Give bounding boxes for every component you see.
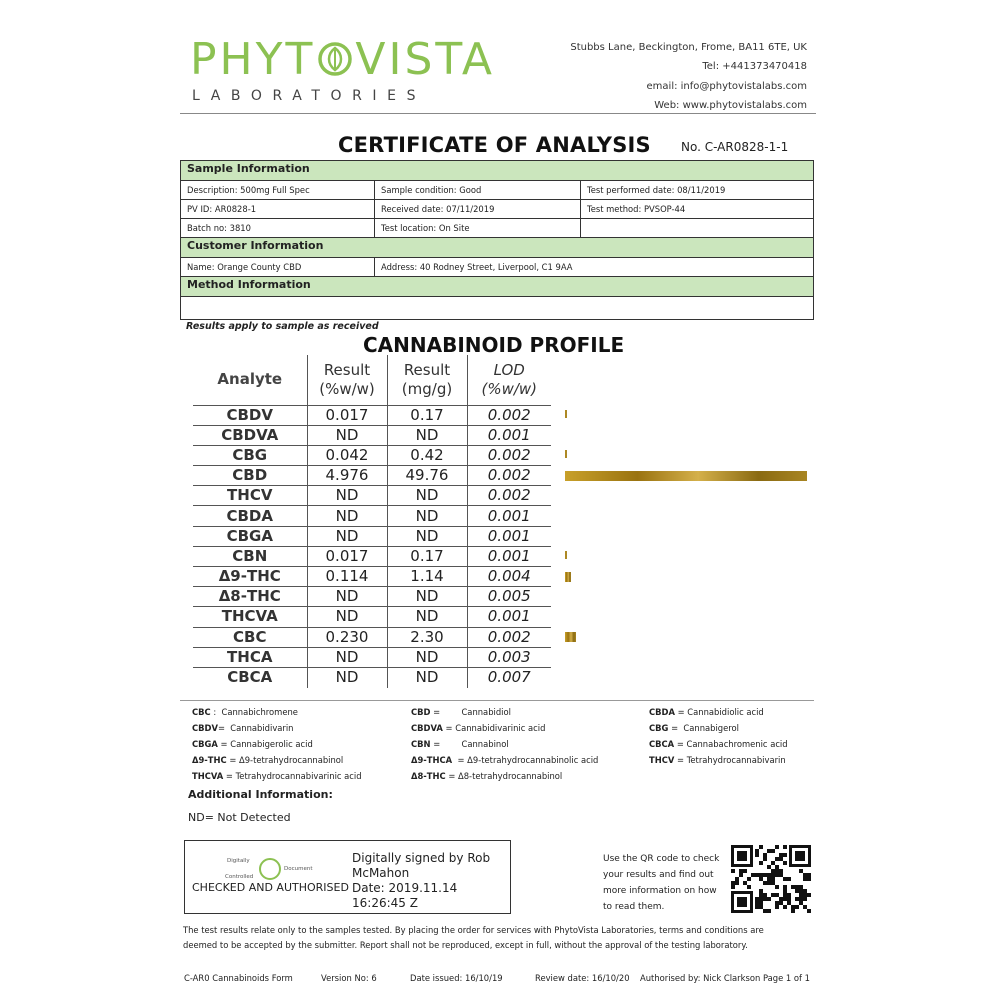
pv-id-cell: PV ID: AR0828-1 <box>181 200 375 218</box>
nd-definition: ND= Not Detected <box>188 811 291 824</box>
abbreviation-code: THCVA <box>192 771 224 781</box>
abbreviation-entry <box>192 752 362 768</box>
checked-authorised-label: CHECKED AND AUTHORISED <box>192 881 349 894</box>
analyte-cell: CBG <box>193 445 307 465</box>
abbreviation-meaning: : Cannabichromene <box>210 707 298 717</box>
abbreviations-col2 <box>411 704 598 784</box>
lod-cell: 0.001 <box>467 526 551 546</box>
signed-by-line1: Digitally signed by Rob <box>352 851 491 865</box>
method-blank-row <box>181 297 813 319</box>
profile-title: CANNABINOID PROFILE <box>363 333 625 357</box>
result-mg-cell: 0.42 <box>387 445 467 465</box>
footer-version: Version No: 6 <box>321 973 377 983</box>
analyte-cell: CBD <box>193 466 307 486</box>
result-mg-cell: 0.17 <box>387 405 467 425</box>
lod-cell: 0.002 <box>467 466 551 486</box>
qr-code-icon[interactable] <box>731 845 811 913</box>
customer-name-cell: Name: Orange County CBD <box>181 258 375 276</box>
result-pct-cell: ND <box>307 506 387 526</box>
abbreviation-entry <box>192 720 362 736</box>
abbreviation-entry <box>649 704 788 720</box>
abbreviation-code: Δ9-THC <box>192 755 227 765</box>
result-bar <box>565 410 567 418</box>
lod-cell: 0.002 <box>467 486 551 506</box>
analyte-cell: CBDV <box>193 405 307 425</box>
document-label: Document <box>284 866 313 872</box>
lod-cell: 0.004 <box>467 567 551 587</box>
footer-review-date: Review date: 16/10/20 <box>535 973 630 983</box>
abbreviation-code: CBDV <box>192 723 218 733</box>
result-pct-cell: 0.042 <box>307 445 387 465</box>
analyte-cell: THCVA <box>193 607 307 627</box>
abbreviation-code: CBDA <box>649 707 675 717</box>
result-bar <box>565 471 807 481</box>
table-header-row <box>193 355 551 405</box>
result-mg-cell: ND <box>387 587 467 607</box>
result-bar <box>565 450 567 458</box>
analyte-cell: THCV <box>193 486 307 506</box>
lod-cell: 0.001 <box>467 607 551 627</box>
footer-date-issued: Date issued: 16/10/19 <box>410 973 503 983</box>
analyte-cell: THCA <box>193 647 307 667</box>
result-pct-cell: 0.017 <box>307 405 387 425</box>
table-row <box>193 466 551 486</box>
abbreviation-code: CBG <box>649 723 669 733</box>
abbreviation-code: CBN <box>411 739 431 749</box>
analyte-cell: CBDVA <box>193 425 307 445</box>
additional-info-heading: Additional Information: <box>188 788 333 801</box>
analyte-cell: CBC <box>193 627 307 647</box>
table-row <box>193 546 551 566</box>
lod-cell: 0.001 <box>467 425 551 445</box>
abbreviation-meaning: = Tetrahydrocannabivarinic acid <box>223 771 362 781</box>
result-pct-cell: 0.017 <box>307 546 387 566</box>
disclaimer-line2: deemed to be accepted by the submitter. Report shall not be reproduced, except in full, without the approval of the testing laboratory. <box>183 940 748 950</box>
lab-address: Stubbs Lane, Beckington, Frome, BA11 6TE, UK <box>570 42 807 53</box>
info-row <box>181 219 813 238</box>
table-row <box>193 486 551 506</box>
result-bar <box>565 551 567 559</box>
result-mg-cell: ND <box>387 526 467 546</box>
disclaimer-line1: The test results relate only to the samples tested. By placing the order for services with PhytoVista Laboratories, terms and conditions are <box>183 925 764 935</box>
header-result-pct <box>307 355 387 405</box>
result-pct-cell: ND <box>307 607 387 627</box>
abbreviation-code: CBD <box>411 707 431 717</box>
result-pct-cell: 0.230 <box>307 627 387 647</box>
received-date-cell: Received date: 07/11/2019 <box>375 200 581 218</box>
header-lod-l1: LOD <box>493 360 525 379</box>
result-pct-cell: ND <box>307 526 387 546</box>
qr-instructions-l2: your results and find out <box>603 870 714 880</box>
abbreviation-entry <box>411 768 598 784</box>
result-pct-cell: ND <box>307 667 387 687</box>
lod-cell: 0.003 <box>467 647 551 667</box>
abbreviations-divider <box>180 700 814 701</box>
table-row <box>193 567 551 587</box>
result-mg-cell: 2.30 <box>387 627 467 647</box>
abbreviation-code: Δ8-THC <box>411 771 446 781</box>
header-result-mg <box>387 355 467 405</box>
abbreviations-col3 <box>649 704 788 768</box>
result-pct-cell: ND <box>307 587 387 607</box>
lod-cell: 0.002 <box>467 445 551 465</box>
signed-by-line2: McMahon <box>352 866 410 880</box>
results-note: Results apply to sample as received <box>186 321 379 332</box>
info-row <box>181 258 813 277</box>
result-pct-cell: 0.114 <box>307 567 387 587</box>
abbreviation-entry <box>192 768 362 784</box>
certificate-number: No. C-AR0828-1-1 <box>681 140 789 154</box>
header-lod <box>467 355 551 405</box>
logo-wordmark <box>190 34 495 85</box>
cannabinoid-table-body <box>193 405 551 688</box>
result-mg-cell: ND <box>387 647 467 667</box>
result-pct-cell: 4.976 <box>307 466 387 486</box>
table-row <box>193 587 551 607</box>
digital-signature-text <box>352 851 510 911</box>
qr-instructions-l3: more information on how <box>603 886 717 896</box>
result-pct-cell: ND <box>307 647 387 667</box>
header-result-pct-l2: (%w/w) <box>319 379 375 398</box>
header-result-mg-l1: Result <box>403 360 451 379</box>
signed-date: Date: 2019.11.14 16:26:45 Z <box>352 881 458 910</box>
abbreviation-entry <box>649 720 788 736</box>
abbreviation-entry <box>192 736 362 752</box>
abbreviation-entry <box>192 704 362 720</box>
lod-cell: 0.001 <box>467 506 551 526</box>
abbreviation-code: CBC <box>192 707 211 717</box>
test-date-cell: Test performed date: 08/11/2019 <box>587 185 726 195</box>
table-row <box>193 647 551 667</box>
logo-subtitle: LABORATORIES <box>192 88 427 104</box>
result-mg-cell: 1.14 <box>387 567 467 587</box>
result-pct-cell: ND <box>307 425 387 445</box>
lod-cell: 0.001 <box>467 546 551 566</box>
abbreviation-entry <box>411 736 598 752</box>
abbreviation-meaning: = Δ9-tetrahydrocannabinol <box>226 755 344 765</box>
controlled-label: Controlled <box>225 874 254 880</box>
result-pct-cell: ND <box>307 486 387 506</box>
abbreviation-code: CBCA <box>649 739 675 749</box>
disclaimer <box>183 923 813 953</box>
abbreviation-code: THCV <box>649 755 675 765</box>
abbreviation-entry <box>411 704 598 720</box>
section-heading-sample: Sample Information <box>181 161 813 181</box>
header-divider <box>180 113 816 114</box>
logo-text-part1: PHYT <box>190 34 316 85</box>
test-location-cell: Test location: On Site <box>375 219 581 237</box>
header-result-mg-l2: (mg/g) <box>401 379 453 398</box>
qr-instructions-l1: Use the QR code to check <box>603 854 720 864</box>
result-mg-cell: ND <box>387 607 467 627</box>
certificate-title: CERTIFICATE OF ANALYSIS <box>338 133 651 157</box>
lod-cell: 0.007 <box>467 667 551 687</box>
abbreviation-meaning: = Tetrahydrocannabivarin <box>674 755 786 765</box>
abbreviation-meaning: = Cannabidiolic acid <box>674 707 764 717</box>
batch-no-cell: Batch no: 3810 <box>181 219 375 237</box>
analyte-cell: Δ9-THC <box>193 567 307 587</box>
qr-instructions-l4: to read them. <box>603 902 665 912</box>
result-mg-cell: ND <box>387 425 467 445</box>
table-row <box>193 627 551 647</box>
customer-address-cell: Address: 40 Rodney Street, Liverpool, C1 9AA <box>381 262 573 272</box>
info-row <box>181 200 813 219</box>
section-heading-method: Method Information <box>181 277 813 297</box>
result-mg-cell: 49.76 <box>387 466 467 486</box>
header-result-pct-l1: Result <box>323 360 371 379</box>
lab-email[interactable]: email: info@phytovistalabs.com <box>646 81 807 92</box>
table-row <box>193 526 551 546</box>
digitally-label: Digitally <box>227 858 250 864</box>
analyte-cell: CBDA <box>193 506 307 526</box>
lod-cell: 0.002 <box>467 627 551 647</box>
qr-instructions <box>603 851 723 915</box>
controlled-document-logo-icon <box>259 858 281 880</box>
result-mg-cell: ND <box>387 506 467 526</box>
footer-authorised-by: Authorised by: Nick Clarkson <box>640 973 761 983</box>
abbreviation-meaning: = Cannabachromenic acid <box>674 739 788 749</box>
table-row <box>193 405 551 425</box>
result-mg-cell: ND <box>387 486 467 506</box>
analyte-cell: Δ8-THC <box>193 587 307 607</box>
abbreviation-code: CBDVA <box>411 723 443 733</box>
description-cell: Description: 500mg Full Spec <box>181 181 375 199</box>
analyte-cell: CBGA <box>193 526 307 546</box>
abbreviation-meaning: = Cannabinol <box>430 739 509 749</box>
analyte-cell: CBCA <box>193 667 307 687</box>
result-bar <box>565 632 576 642</box>
lab-web[interactable]: Web: www.phytovistalabs.com <box>654 100 807 111</box>
header-lod-l2: (%w/w) <box>481 379 538 398</box>
abbreviation-meaning: = Cannabidivarin <box>217 723 294 733</box>
lab-tel: Tel: +441373470418 <box>702 61 807 72</box>
abbreviation-meaning: = Cannabigerol <box>668 723 739 733</box>
section-heading-customer: Customer Information <box>181 238 813 258</box>
abbreviation-entry <box>649 752 788 768</box>
lod-cell: 0.002 <box>467 405 551 425</box>
abbreviation-code: Δ9-THCA <box>411 755 453 765</box>
logo-text-part2: VISTA <box>355 34 495 85</box>
table-row <box>193 506 551 526</box>
signature-box <box>184 840 511 914</box>
lod-cell: 0.005 <box>467 587 551 607</box>
table-row <box>193 667 551 687</box>
test-method-cell: Test method: PVSOP-44 <box>587 204 686 214</box>
table-row <box>193 607 551 627</box>
abbreviation-meaning: = Δ9-tetrahydrocannabinolic acid <box>452 755 599 765</box>
footer-form-name: C-AR0 Cannabinoids Form <box>184 973 293 983</box>
abbreviation-entry <box>411 752 598 768</box>
abbreviation-code: CBGA <box>192 739 218 749</box>
abbreviation-meaning: = Cannabidivarinic acid <box>442 723 546 733</box>
sample-info-table <box>180 160 814 320</box>
result-bar <box>565 572 571 582</box>
table-row <box>193 445 551 465</box>
abbreviation-meaning: = Δ8-tetrahydrocannabinol <box>445 771 563 781</box>
abbreviation-meaning: = Cannabigerolic acid <box>217 739 313 749</box>
abbreviations-col1 <box>192 704 362 784</box>
leaf-o-icon <box>315 41 355 77</box>
table-row <box>193 425 551 445</box>
header-analyte: Analyte <box>193 355 307 405</box>
abbreviation-entry <box>411 720 598 736</box>
abbreviation-meaning: = Cannabidiol <box>430 707 511 717</box>
empty-cell <box>581 219 813 237</box>
result-mg-cell: ND <box>387 667 467 687</box>
abbreviation-entry <box>649 736 788 752</box>
analyte-cell: CBN <box>193 546 307 566</box>
info-row <box>181 181 813 200</box>
footer-page-number: Page 1 of 1 <box>763 973 810 983</box>
result-mg-cell: 0.17 <box>387 546 467 566</box>
sample-condition-cell: Sample condition: Good <box>375 181 581 199</box>
cannabinoid-table <box>193 355 551 688</box>
